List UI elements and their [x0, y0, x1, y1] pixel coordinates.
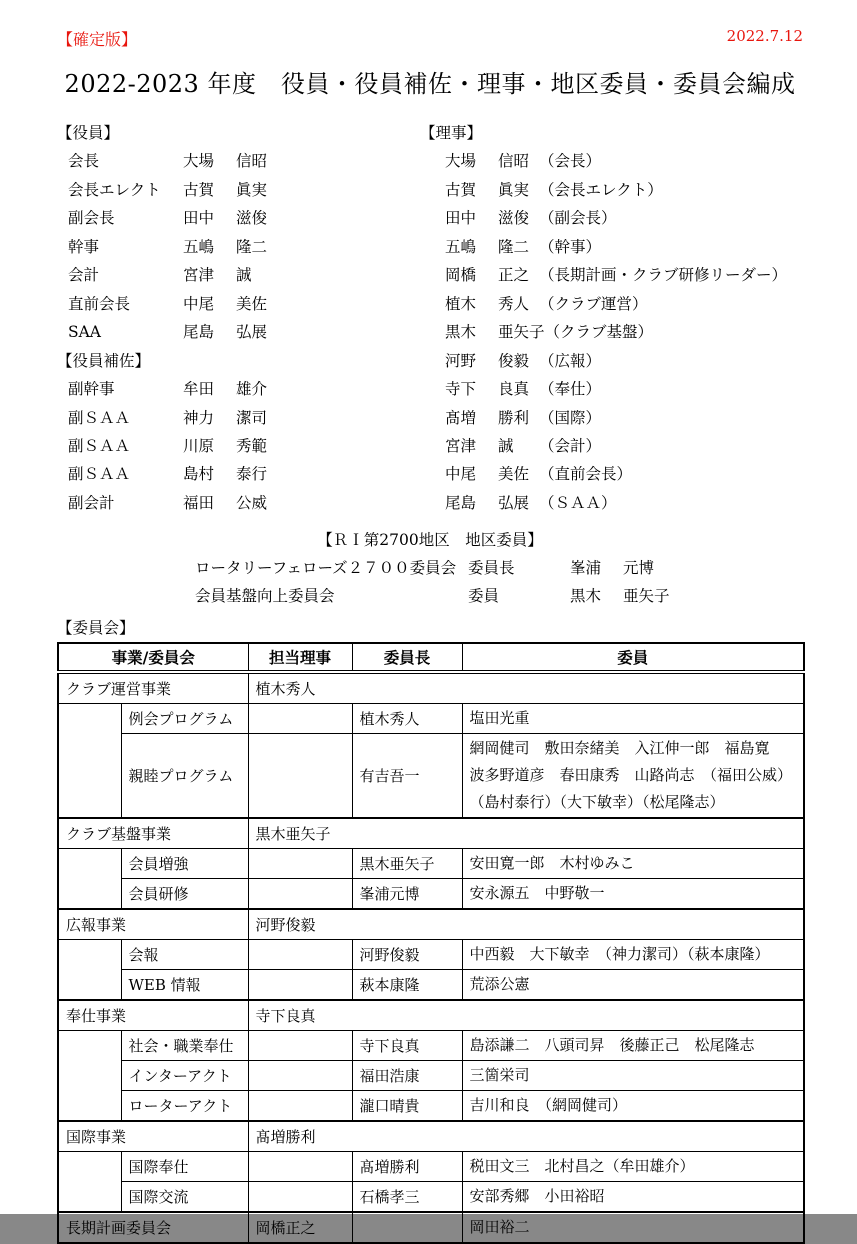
person-name [445, 404, 539, 432]
committee-row [58, 940, 804, 970]
director-role-label: （クラブ基盤） [544, 323, 654, 342]
person-last-name: 田中 [445, 209, 477, 228]
director-row [420, 147, 810, 175]
person-first-name: 弘展 [236, 323, 268, 342]
person-last-name: 神力 [183, 408, 215, 427]
category-cell: クラブ運営事業 [58, 672, 248, 704]
director-row [420, 375, 810, 403]
member-names-line: 波多野道彦 春田康秀 山路尚志 （福田公威） [469, 766, 793, 784]
director-cell: 髙増勝利 [248, 1121, 804, 1152]
person-first-name: 公威 [236, 493, 268, 512]
program-cell: 会報 [121, 940, 248, 970]
members-cell [462, 849, 804, 879]
director-cell [248, 1152, 352, 1182]
officers-list [57, 147, 407, 346]
director-row [420, 261, 810, 289]
person-last-name: 牟田 [183, 380, 215, 399]
members-cell [462, 940, 804, 970]
director-cell [248, 849, 352, 879]
director-role-label: （長期計画・クラブ研修リーダー） [539, 266, 788, 285]
person-name [445, 318, 545, 346]
officer-row [57, 318, 407, 346]
person-first-name: 雄介 [236, 380, 268, 399]
chair-cell: 河野俊毅 [352, 940, 462, 970]
indent-cell [58, 1031, 121, 1122]
director-role-label: （広報） [539, 351, 602, 370]
members-cell [462, 970, 804, 1001]
program-cell: WEB 情報 [121, 970, 248, 1001]
officer-row [57, 489, 407, 517]
committee-heading: 【委員会】 [57, 619, 135, 637]
director-cell: 河野俊毅 [248, 909, 804, 940]
role-label: 幹事 [68, 237, 100, 256]
district-committee-name: 会員基盤向上委員会 [195, 587, 335, 605]
person-last-name: 黒木 [445, 323, 477, 342]
director-cell [248, 704, 352, 734]
category-cell: 国際事業 [58, 1121, 248, 1152]
director-role-label: （副会長） [539, 209, 617, 228]
category-row [58, 818, 804, 849]
program-cell: 会員研修 [121, 879, 248, 910]
category-row [58, 1212, 804, 1243]
assistants-heading: 【役員補佐】 [57, 351, 151, 370]
person-first-name: 隆二 [498, 237, 530, 256]
person-last-name: 五嶋 [445, 237, 477, 256]
committee-row [58, 1152, 804, 1182]
director-cell [248, 970, 352, 1001]
person-first-name: 俊毅 [498, 351, 530, 370]
members-cell [462, 1061, 804, 1091]
person-first-name: 秀範 [236, 436, 268, 455]
person-first-name: 亜矢子 [623, 587, 670, 605]
person-last-name: 川原 [183, 436, 215, 455]
header-cell-members: 委員 [462, 643, 804, 672]
indent-cell [58, 1152, 121, 1213]
assistants-list [57, 375, 407, 517]
committee-row [58, 1091, 804, 1122]
person-name [445, 261, 539, 289]
member-names-line: 三箇栄司 [469, 1066, 530, 1084]
person-name [445, 460, 539, 488]
directors-list [420, 147, 810, 517]
program-cell: 国際奉仕 [121, 1152, 248, 1182]
member-names-line: 安部秀郷 小田裕昭 [469, 1187, 605, 1205]
person-first-name: 勝利 [498, 408, 530, 427]
director-cell [248, 1031, 352, 1061]
director-role-label: （会計） [539, 436, 602, 455]
person-first-name: 泰行 [236, 465, 268, 484]
category-cell: 広報事業 [58, 909, 248, 940]
chair-cell: 植木秀人 [352, 704, 462, 734]
person-name [445, 176, 539, 204]
chair-cell: 萩本康隆 [352, 970, 462, 1001]
person-first-name: 美佐 [498, 465, 530, 484]
header-cell-director: 担当理事 [248, 643, 352, 672]
chair-cell: 有吉吾一 [352, 734, 462, 819]
director-cell: 植木秀人 [248, 672, 804, 704]
category-row [58, 909, 804, 940]
program-cell: 親睦プログラム [121, 734, 248, 819]
role-label: 副ＳＡＡ [68, 465, 131, 484]
district-role-label: 委員 [468, 587, 500, 605]
person-last-name: 五嶋 [183, 237, 215, 256]
person-first-name: 信昭 [236, 152, 268, 171]
person-first-name: 誠 [498, 436, 514, 455]
officers-heading: 【役員】 [57, 124, 120, 142]
director-role-label: （会長） [539, 152, 602, 171]
person-first-name: 信昭 [498, 152, 530, 171]
person-last-name: 寺下 [445, 380, 477, 399]
district-role-label: 委員長 [468, 559, 515, 577]
person-last-name: 島村 [183, 465, 215, 484]
director-role-label: （直前会長） [539, 465, 633, 484]
director-role-label: （国際） [539, 408, 602, 427]
officer-row [57, 261, 407, 289]
person-first-name: 眞実 [236, 180, 268, 199]
director-cell [248, 879, 352, 910]
role-label: 会長エレクト [68, 180, 161, 199]
person-last-name: 古賀 [445, 180, 477, 199]
person-first-name: 弘展 [498, 493, 530, 512]
director-row [420, 204, 810, 232]
committee-row [58, 1182, 804, 1213]
program-cell: インターアクト [121, 1061, 248, 1091]
chair-cell: 黒木亜矢子 [352, 849, 462, 879]
director-role-label: （会長エレクト） [539, 180, 663, 199]
district-row [57, 582, 803, 610]
person-last-name: 田中 [183, 209, 215, 228]
indent-cell [58, 940, 121, 1001]
director-row [420, 404, 810, 432]
director-role-label: （幹事） [539, 237, 602, 256]
header-cell-chair: 委員長 [352, 643, 462, 672]
committee-row [58, 849, 804, 879]
director-cell [248, 734, 352, 819]
role-label: 副ＳＡＡ [68, 436, 131, 455]
person-first-name: 誠 [236, 266, 252, 285]
person-last-name: 宮津 [445, 436, 477, 455]
chair-cell: 髙増勝利 [352, 1152, 462, 1182]
director-row [420, 489, 810, 517]
member-names-line: 税田文三 北村昌之（牟田雄介） [469, 1157, 695, 1175]
role-label: 副幹事 [68, 380, 115, 399]
director-cell [248, 1182, 352, 1213]
program-cell: 社会・職業奉仕 [121, 1031, 248, 1061]
person-first-name: 元博 [623, 559, 655, 577]
chair-cell: 石橋孝三 [352, 1182, 462, 1213]
person-last-name: 岡橋 [445, 266, 477, 285]
category-row [58, 672, 804, 704]
district-committee-name: ロータリーフェローズ２７００委員会 [195, 559, 457, 577]
person-last-name: 尾島 [445, 493, 477, 512]
person-name [445, 147, 539, 175]
person-last-name: 植木 [445, 294, 477, 313]
person-first-name: 隆二 [236, 237, 268, 256]
committee-row [58, 1031, 804, 1061]
member-names-line: 島添謙二 八頭司昇 後藤正己 松尾隆志 [469, 1036, 755, 1054]
program-cell: 会員増強 [121, 849, 248, 879]
members-cell [462, 1212, 804, 1243]
district-section [57, 526, 803, 610]
members-cell [462, 1182, 804, 1213]
officer-row [57, 432, 407, 460]
officer-row [57, 233, 407, 261]
person-last-name: 髙増 [445, 408, 477, 427]
name-lists [57, 119, 803, 518]
person-first-name: 正之 [498, 266, 530, 285]
director-row [420, 233, 810, 261]
director-cell: 岡橋正之 [248, 1212, 352, 1243]
director-row [420, 432, 810, 460]
person-name [445, 233, 539, 261]
person-first-name: 滋俊 [236, 209, 268, 228]
director-cell [248, 940, 352, 970]
member-names-line: 吉川和良 （網岡健司） [469, 1096, 628, 1114]
officer-row [57, 147, 407, 175]
category-row [58, 1121, 804, 1152]
header-cell-business: 事業/委員会 [58, 643, 248, 672]
officer-row [57, 176, 407, 204]
members-cell [462, 879, 804, 910]
member-names-line: 中西毅 大下敏幸 （神力潔司）（萩本康隆） [469, 945, 770, 963]
role-label: 副会長 [68, 209, 115, 228]
person-last-name: 大場 [183, 152, 215, 171]
role-label: 会計 [68, 266, 100, 285]
person-last-name: 河野 [445, 351, 477, 370]
director-role-label: （奉仕） [539, 380, 602, 399]
committee-table [57, 642, 805, 1244]
indent-cell [58, 849, 121, 910]
committee-row [58, 970, 804, 1001]
member-names-line: 安田寛一郎 木村ゆみこ [469, 854, 635, 872]
member-names-line: 網岡健司 敷田奈緒美 入江伸一郎 福島寛 [469, 739, 770, 757]
committee-row [58, 1061, 804, 1091]
district-list [57, 554, 803, 610]
officer-row [57, 460, 407, 488]
director-role-label: （ＳＡＡ） [539, 493, 617, 512]
role-label: 直前会長 [68, 294, 131, 313]
officer-row [57, 404, 407, 432]
person-last-name: 黒木 [570, 587, 602, 605]
person-name [445, 489, 539, 517]
director-cell: 黒木亜矢子 [248, 818, 804, 849]
person-first-name: 良真 [498, 380, 530, 399]
category-row [58, 1000, 804, 1031]
officer-row [57, 375, 407, 403]
version-label: 【確定版】 [57, 30, 138, 49]
committee-row [58, 879, 804, 910]
director-cell: 寺下良真 [248, 1000, 804, 1031]
district-row [57, 554, 803, 582]
members-cell [462, 1152, 804, 1182]
role-label: SAA [68, 323, 102, 342]
person-first-name: 眞実 [498, 180, 530, 199]
category-cell: クラブ基盤事業 [58, 818, 248, 849]
program-cell: ローターアクト [121, 1091, 248, 1122]
director-cell [248, 1091, 352, 1122]
officer-row [57, 290, 407, 318]
chair-cell: 瀧口晴貴 [352, 1091, 462, 1122]
person-last-name: 福田 [183, 493, 215, 512]
program-cell: 例会プログラム [121, 704, 248, 734]
category-cell: 奉仕事業 [58, 1000, 248, 1031]
officer-row [57, 204, 407, 232]
member-names-line: 岡田裕二 [469, 1218, 530, 1236]
person-last-name: 中尾 [445, 465, 477, 484]
date-label: 2022.7.12 [726, 27, 803, 45]
chair-cell: 寺下良真 [352, 1031, 462, 1061]
role-label: 副ＳＡＡ [68, 408, 131, 427]
members-cell [462, 1091, 804, 1122]
member-names-line: 塩田光重 [469, 709, 530, 727]
director-role-label: （クラブ運営） [539, 294, 648, 313]
director-row [420, 176, 810, 204]
person-name [445, 347, 539, 375]
director-cell [248, 1061, 352, 1091]
members-cell [462, 704, 804, 734]
chair-cell: 峯浦元博 [352, 879, 462, 910]
table-header-row [58, 643, 804, 672]
director-row [420, 318, 810, 346]
person-last-name: 大場 [445, 152, 477, 171]
director-row [420, 290, 810, 318]
person-name [445, 375, 539, 403]
category-cell: 長期計画委員会 [58, 1212, 248, 1243]
person-name [445, 204, 539, 232]
person-first-name: 秀人 [498, 294, 530, 313]
top-bar [57, 27, 803, 50]
person-first-name: 潔司 [236, 408, 268, 427]
members-cell [462, 1031, 804, 1061]
committee-row [58, 704, 804, 734]
person-last-name: 古賀 [183, 180, 215, 199]
person-last-name: 中尾 [183, 294, 215, 313]
member-names-line: （島村泰行）（大下敏幸）（松尾隆志） [469, 793, 725, 811]
person-last-name: 宮津 [183, 266, 215, 285]
person-last-name: 尾島 [183, 323, 215, 342]
chair-cell: 福田浩康 [352, 1061, 462, 1091]
members-cell [462, 734, 804, 819]
person-first-name: 滋俊 [498, 209, 530, 228]
person-name [445, 432, 539, 460]
person-first-name: 美佐 [236, 294, 268, 313]
member-names-line: 荒添公憲 [469, 975, 530, 993]
person-name [445, 290, 539, 318]
district-heading: 【ＲＩ第2700地区 地区委員】 [317, 531, 543, 549]
director-row [420, 347, 810, 375]
directors-heading: 【理事】 [420, 124, 483, 142]
role-label: 副会計 [68, 493, 115, 512]
member-names-line: 安永源五 中野敬一 [469, 884, 605, 902]
committee-row [58, 734, 804, 819]
program-cell: 国際交流 [121, 1182, 248, 1213]
officers-column [57, 119, 407, 517]
person-first-name: 亜矢子 [498, 323, 545, 342]
person-last-name: 峯浦 [570, 559, 602, 577]
director-row [420, 460, 810, 488]
role-label: 会長 [68, 152, 100, 171]
chair-cell [352, 1212, 462, 1243]
indent-cell [58, 704, 121, 819]
page-title: 2022-2023 年度 役員・役員補佐・理事・地区委員・委員会編成 [64, 70, 796, 98]
directors-column [420, 119, 810, 517]
